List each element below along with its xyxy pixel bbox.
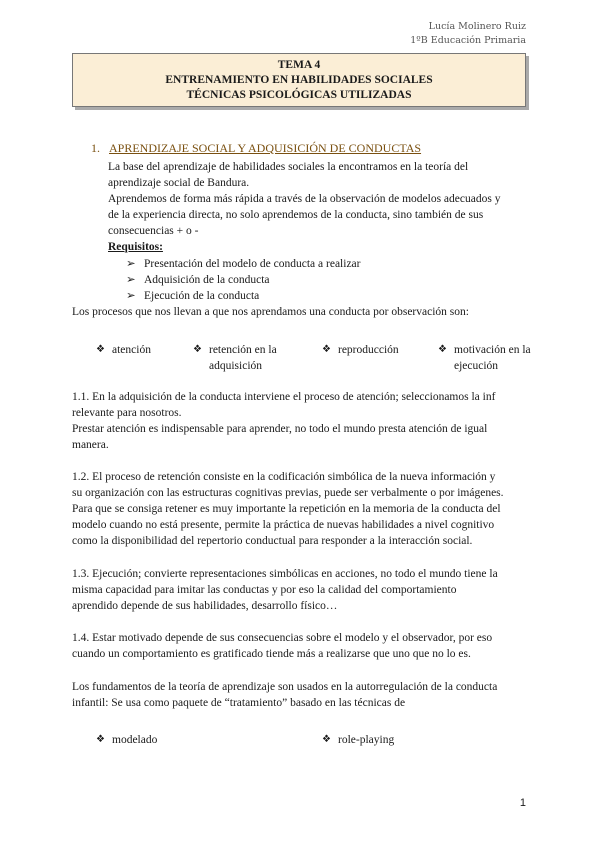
proceso-label-line2: adquisición bbox=[209, 360, 263, 372]
title-line-3: TÉCNICAS PSICOLÓGICAS UTILIZADAS bbox=[186, 89, 412, 101]
paragraph-line: su organización con las estructuras cognitivas previas, puede ser verbalmente o por imágenes. bbox=[72, 487, 504, 499]
title-box bbox=[72, 53, 526, 107]
requisito-item bbox=[126, 256, 360, 272]
text-line: La base del aprendizaje de habilidades sociales la encontramos en la teoría del bbox=[108, 161, 469, 173]
proceso-label: reproducción bbox=[338, 344, 399, 356]
proceso-label-line2: ejecución bbox=[454, 360, 499, 372]
page-header bbox=[410, 20, 526, 48]
proceso-label: retención en la bbox=[209, 344, 277, 356]
requisito-text: Adquisición de la conducta bbox=[144, 274, 270, 286]
text-line: de la experiencia directa, no solo aprendemos de la conducta, sino también de sus bbox=[108, 209, 484, 221]
requisito-text: Ejecución de la conducta bbox=[144, 290, 260, 302]
paragraph-line: cuando un comportamiento es gratificado tiende más a realizarse que uno que no lo es. bbox=[72, 648, 471, 660]
paragraph-line: 1.1. En la adquisición de la conducta interviene el proceso de atención; seleccionamos la inf bbox=[72, 391, 496, 403]
proceso-label: atención bbox=[112, 344, 151, 356]
proceso-item bbox=[322, 342, 422, 358]
paragraph-line: Los fundamentos de la teoría de aprendizaje son usados en la autorregulación de la conducta bbox=[72, 681, 498, 693]
diamond-bullet-icon: ❖ bbox=[96, 344, 105, 355]
proceso-item bbox=[438, 342, 548, 374]
paragraph-line: aprendido depende de sus habilidades, desarrollo físico… bbox=[72, 600, 338, 612]
paragraph-line: modelo cuando no está presente, permite la práctica de nuevas habilidades a nivel cognitivo bbox=[72, 519, 495, 531]
requisitos-label: Requisitos: bbox=[108, 241, 163, 253]
paragraph-line: 1.3. Ejecución; convierte representaciones simbólicas en acciones, no todo el mundo tiene la bbox=[72, 568, 498, 580]
diamond-bullet-icon: ❖ bbox=[322, 344, 331, 355]
paragraph-line: 1.4. Estar motivado depende de sus consecuencias sobre el modelo y el observador, por eso bbox=[72, 632, 493, 644]
procesos-intro: Los procesos que nos llevan a que nos aprendamos una conducta por observación son: bbox=[72, 306, 469, 318]
course-name: 1ºB Educación Primaria bbox=[410, 35, 526, 46]
proceso-label: motivación en la bbox=[454, 344, 531, 356]
proceso-item bbox=[193, 342, 303, 374]
text-line: Aprendemos de forma más rápida a través de la observación de modelos adecuados y bbox=[108, 193, 501, 205]
section-title: APRENDIZAJE SOCIAL Y ADQUISICIÓN DE CONDUCTAS bbox=[109, 141, 422, 155]
diamond-bullet-icon: ❖ bbox=[96, 734, 105, 745]
section-heading bbox=[91, 141, 421, 156]
author-name: Lucía Molinero Ruiz bbox=[428, 21, 526, 32]
requisito-item bbox=[126, 272, 270, 288]
paragraph-line: manera. bbox=[72, 439, 109, 451]
tecnica-label: modelado bbox=[112, 734, 158, 746]
section-number: 1. bbox=[91, 141, 100, 155]
diamond-bullet-icon: ❖ bbox=[438, 344, 447, 355]
requisito-item bbox=[126, 288, 259, 304]
paragraph-line: Para que se consiga retener es muy importante la repetición en la memoria de la conducta del bbox=[72, 503, 501, 515]
diamond-bullet-icon: ❖ bbox=[193, 344, 202, 355]
arrow-bullet-icon: ➢ bbox=[126, 258, 136, 270]
tecnica-label: role-playing bbox=[338, 734, 395, 746]
proceso-item bbox=[96, 342, 186, 358]
paragraph-line: Prestar atención es indispensable para aprender, no todo el mundo presta atención de igual bbox=[72, 423, 488, 435]
paragraph-line: relevante para nosotros. bbox=[72, 407, 182, 419]
page-number: 1 bbox=[519, 797, 526, 809]
paragraph-line: misma capacidad para imitar las conductas y por eso la calidad del comportamiento bbox=[72, 584, 457, 596]
text-line: consecuencias + o - bbox=[108, 225, 199, 237]
arrow-bullet-icon: ➢ bbox=[126, 290, 136, 302]
title-line-2: ENTRENAMIENTO EN HABILIDADES SOCIALES bbox=[165, 74, 433, 86]
text-line: aprendizaje social de Bandura. bbox=[108, 177, 250, 189]
paragraph-line: infantil: Se usa como paquete de “tratamiento” basado en las técnicas de bbox=[72, 697, 406, 709]
paragraph-line: 1.2. El proceso de retención consiste en la codificación simbólica de la nueva información y bbox=[72, 471, 496, 483]
tecnica-item bbox=[322, 732, 442, 748]
requisito-text: Presentación del modelo de conducta a realizar bbox=[144, 258, 361, 270]
title-line-1: TEMA 4 bbox=[277, 59, 321, 71]
tecnica-item bbox=[96, 732, 216, 748]
diamond-bullet-icon: ❖ bbox=[322, 734, 331, 745]
arrow-bullet-icon: ➢ bbox=[126, 274, 136, 286]
paragraph-line: como la disponibilidad del repertorio conductual para responder a la interacción social. bbox=[72, 535, 473, 547]
